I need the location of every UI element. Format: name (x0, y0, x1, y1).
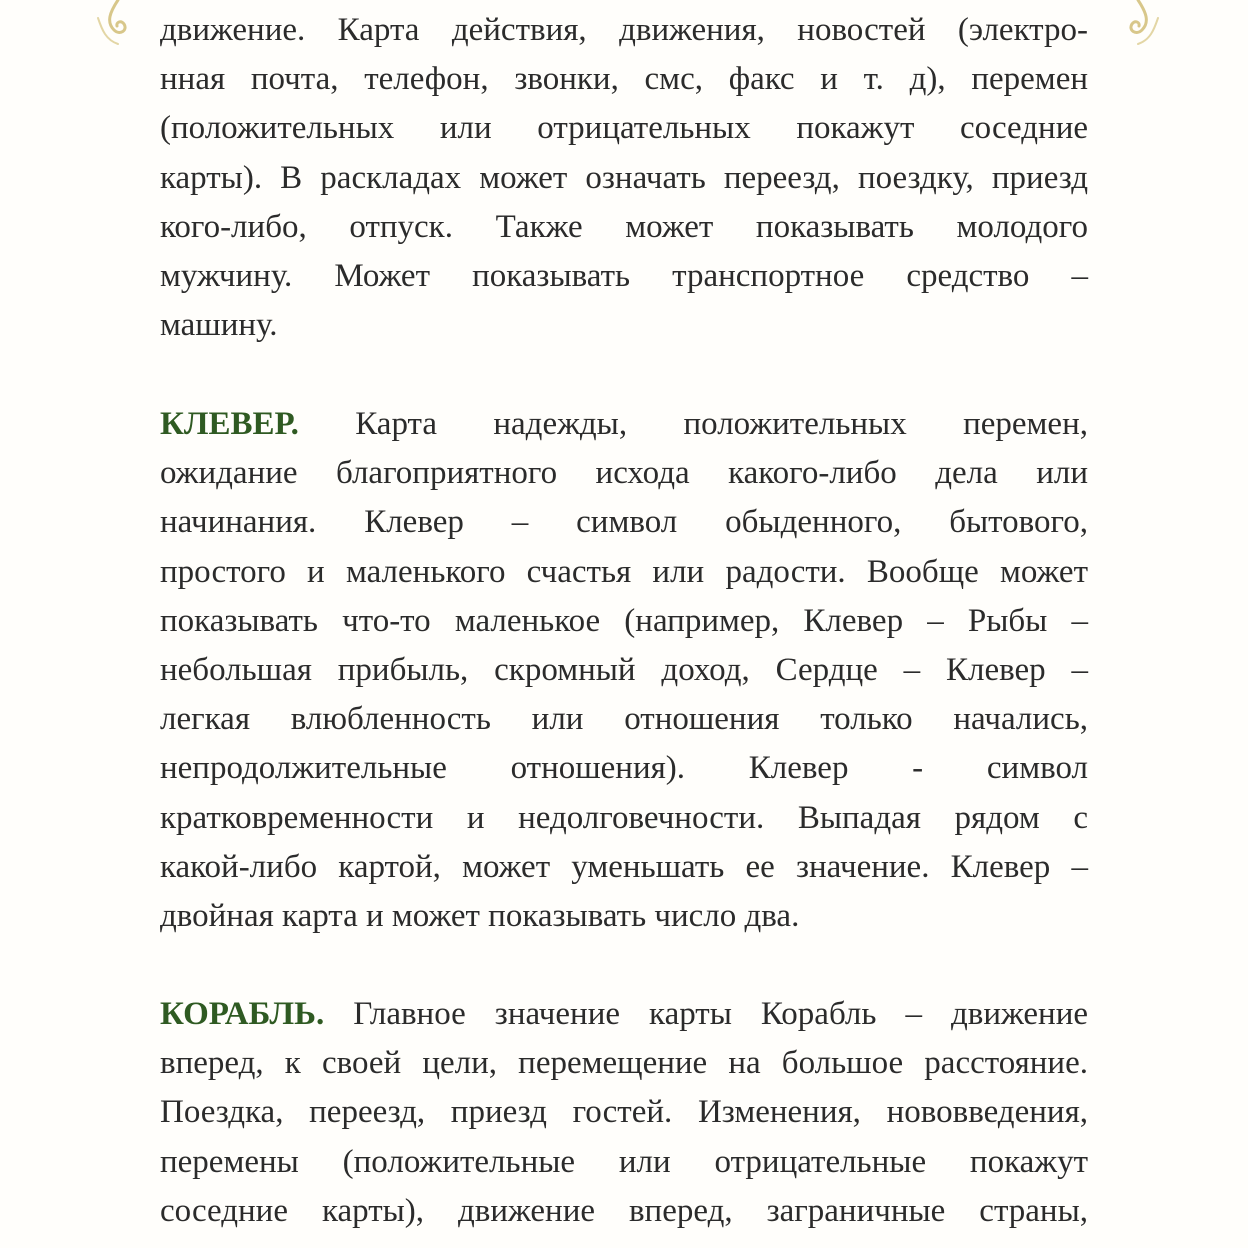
ship-heading: КОРАБЛЬ. (160, 996, 325, 1032)
text-line: кого-либо, отпуск. Также может показывать молодого (160, 208, 1088, 245)
text-line: движение. Карта действия, движения, новостей (электро- (160, 12, 1088, 48)
text-line: ожидание благоприятного исхода какого-либо дела или (160, 455, 1088, 492)
clover-heading: КЛЕВЕР. (160, 406, 299, 442)
text-line (160, 990, 1088, 1039)
text-line: нная почта, телефон, звонки, смс, факс и т. д), перемен (160, 61, 1088, 98)
text-line: двойная карта и может показывать число два. (160, 897, 800, 934)
paragraph-movement (160, 6, 1088, 350)
text-line: карты). В раскладах может означать переезд, поездку, приезд (160, 159, 1088, 196)
text-line: какой-либо картой, может уменьшать ее значение. Клевер – (160, 848, 1088, 885)
paragraph-clover (160, 400, 1088, 941)
text-line: перемены (положительные или отрицательные покажут (160, 1143, 1088, 1180)
text-line: (положительных или отрицательных покажут соседние (160, 110, 1088, 147)
text-line: простого и маленького счастья или радости. Вообще может (160, 553, 1088, 590)
text-line: легкая влюбленность или отношения только начались, (160, 701, 1088, 738)
text-line: кратковременности и недолговечности. Выпадая рядом с (160, 799, 1088, 836)
text-line: машину. (160, 307, 278, 344)
text-line: показывать что-то маленькое (например, Клевер – Рыбы – (160, 602, 1088, 639)
text-line: вперед, к своей цели, перемещение на большое расстояние. (160, 1045, 1088, 1082)
left-flourish-ornament-icon (88, 0, 148, 60)
text-line (160, 400, 1088, 449)
text-line: Поездка, переезд, приезд гостей. Изменения, нововведения, (160, 1094, 1088, 1131)
ship-first-line-text: Главное значение карты Корабль – движение (353, 996, 1089, 1032)
text-line: небольшая прибыль, скромный доход, Сердце – Клевер – (160, 651, 1088, 688)
text-line: начинания. Клевер – символ обыденного, бытового, (160, 504, 1088, 541)
clover-first-line-text: Карта надежды, положительных перемен, (355, 406, 1088, 442)
right-flourish-ornament-icon (1108, 0, 1168, 60)
text-line: мужчину. Может показывать транспортное средство – (160, 257, 1088, 294)
text-line: соседние карты), движение вперед, заграничные страны, (160, 1192, 1088, 1229)
text-line: непродолжительные отношения). Клевер - символ (160, 750, 1088, 787)
paragraph-ship (160, 990, 1088, 1236)
